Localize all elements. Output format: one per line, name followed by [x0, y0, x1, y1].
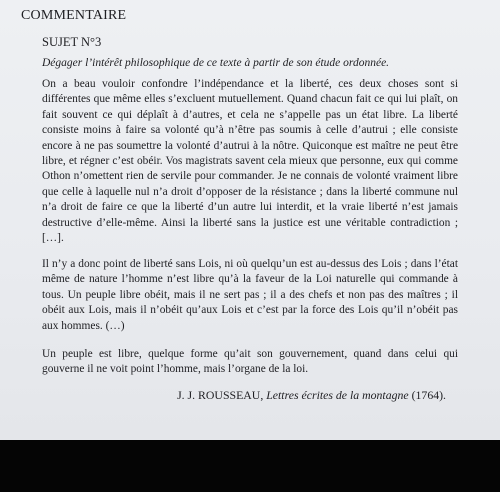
subject-title: SUJET N°3 [42, 35, 102, 49]
citation-work: Lettres écrites de la montagne [266, 388, 409, 402]
citation-year: (1764). [408, 388, 446, 402]
text-paragraph-2: Il n’y a donc point de liberté sans Lois, ni où quelqu’un est au-dessus des Lois ; dans l’état même de nature l’homme n’est libre qu’à la faveur de la Loi naturelle qui commande à tous. Un peuple libre obéit, mais il ne sert pas ; il a des chefs et non pas des maîtres ; il obéit aux Lois, mais il n’obéit qu’aux Lois et c’est par la force des Lois qu’il n’obéit pas aux hommes. (…) [42, 258, 458, 332]
instruction-text: Dégager l’intérêt philosophique de ce texte à partir de son étude ordonnée. [42, 57, 390, 69]
text-paragraph-1: On a beau vouloir confondre l’indépendance et la liberté, ces deux choses sont si différentes que même elles s’excluent mutuellement. Quand chacun fait ce qui lui plaît, on fait souvent ce qui déplaît à d’autres, et cela ne s’appelle pas un état libre. La liberté consiste moins à faire sa volonté qu’à n’être pas soumis à celle d’autrui ; elle consiste encore à ne pas soumettre la volonté d’autrui à la nôtre. Quiconque est maître ne peut être libre, et régner c’est obéir. Vos magistrats savent cela mieux que personne, eux qui comme Othon n’omettent rien de servile pour commander. Je ne connais de volonté vraiment libre que celle à laquelle nul n’a droit d’opposer de la résistance ; dans la liberté commune nul n’a droit de faire ce que la liberté d’un autre lui interdit, et la vraie liberté n’est jamais destructive d’elle-même. Ainsi la liberté sans la justice est une véritable contradiction ; […]. [42, 78, 458, 245]
text-paragraph-3: Un peuple est libre, quelque forme qu’ait son gouvernement, quand dans celui qui gouverne il ne voit point l’homme, mais l’organe de la loi. [42, 348, 458, 376]
citation-author: J. J. ROUSSEAU, [177, 388, 267, 402]
section-heading: COMMENTAIRE [21, 8, 127, 23]
citation [177, 388, 446, 403]
bottom-black-band [0, 440, 500, 492]
